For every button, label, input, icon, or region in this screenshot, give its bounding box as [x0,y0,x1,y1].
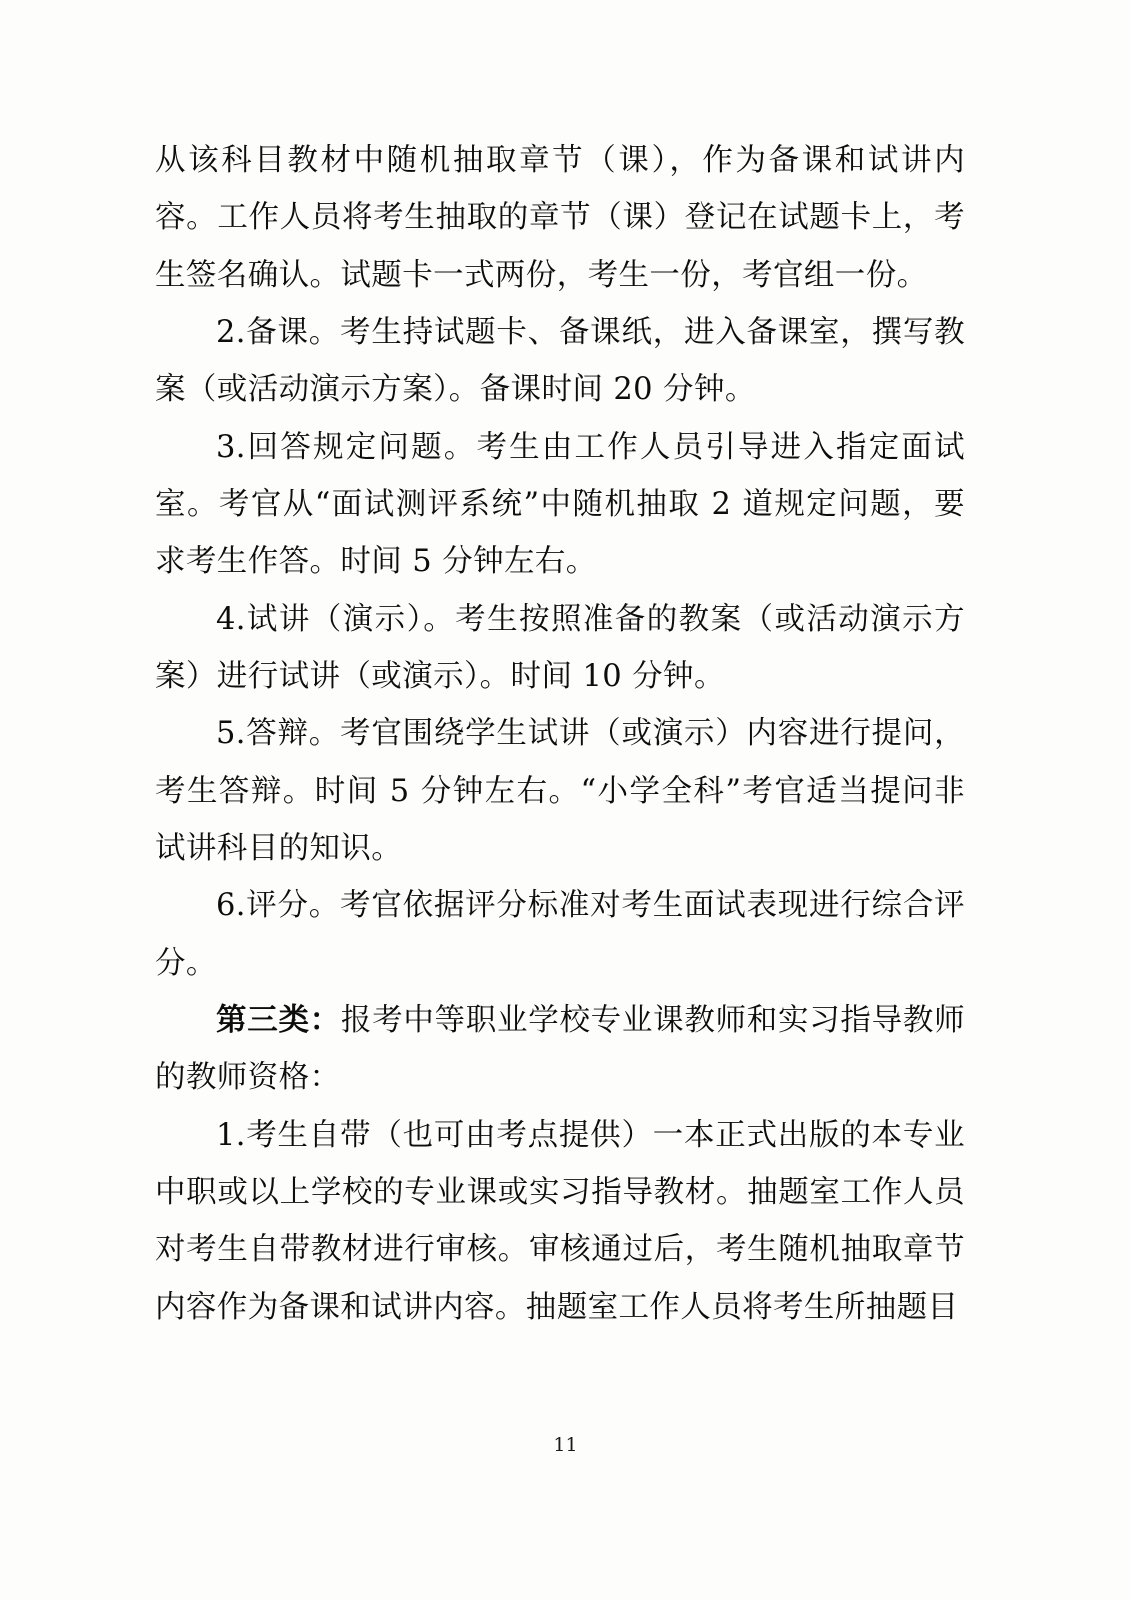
paragraph-item-6: 6.评分。考官依据评分标准对考生面试表现进行综合评分。 [155,888,965,981]
paragraph-continuation: 从该科目教材中随机抽取章节（课），作为备课和试讲内容。工作人员将考生抽取的章节（课）登记在试题卡上，考生签名确认。试题卡一式两份，考生一份，考官组一份。 [155,143,965,293]
section-heading [155,992,965,1107]
section-paragraph-item-1: 1.考生自带（也可由考点提供）一本正式出版的本专业中职或以上学校的专业课或实习指导教材。抽题室工作人员对考生自带教材进行审核。审核通过后，考生随机抽取章节内容作为备课和试讲内容。抽题室工作人员将考生所抽题目 [155,1117,965,1325]
paragraph-item-2: 2.备课。考生持试题卡、备课纸，进入备课室，撰写教案（或活动演示方案）。备课时间 20 分钟。 [155,314,965,408]
paragraph-item-3: 3.回答规定问题。考生由工作人员引导进入指定面试室。考官从“面试测评系统”中随机抽取 2 道规定问题，要求考生作答。时间 5 分钟左右。 [155,429,965,580]
paragraph-item-4: 4.试讲（演示）。考生按照准备的教案（或活动演示方案）进行试讲（或演示）。时间 10 分钟。 [155,601,965,694]
page-number: 11 [553,1434,578,1456]
page-body [155,132,965,1336]
paragraph-item-5: 5.答辩。考官围绕学生试讲（或演示）内容进行提问，考生答辩。时间 5 分钟左右。“小学全科”考官适当提问非试讲科目的知识。 [155,716,965,866]
section-heading-label: 第三类： [216,1001,341,1038]
section-heading-rest: 报考中等职业学校专业课教师和实习指导教师的教师资格： [155,1002,965,1096]
